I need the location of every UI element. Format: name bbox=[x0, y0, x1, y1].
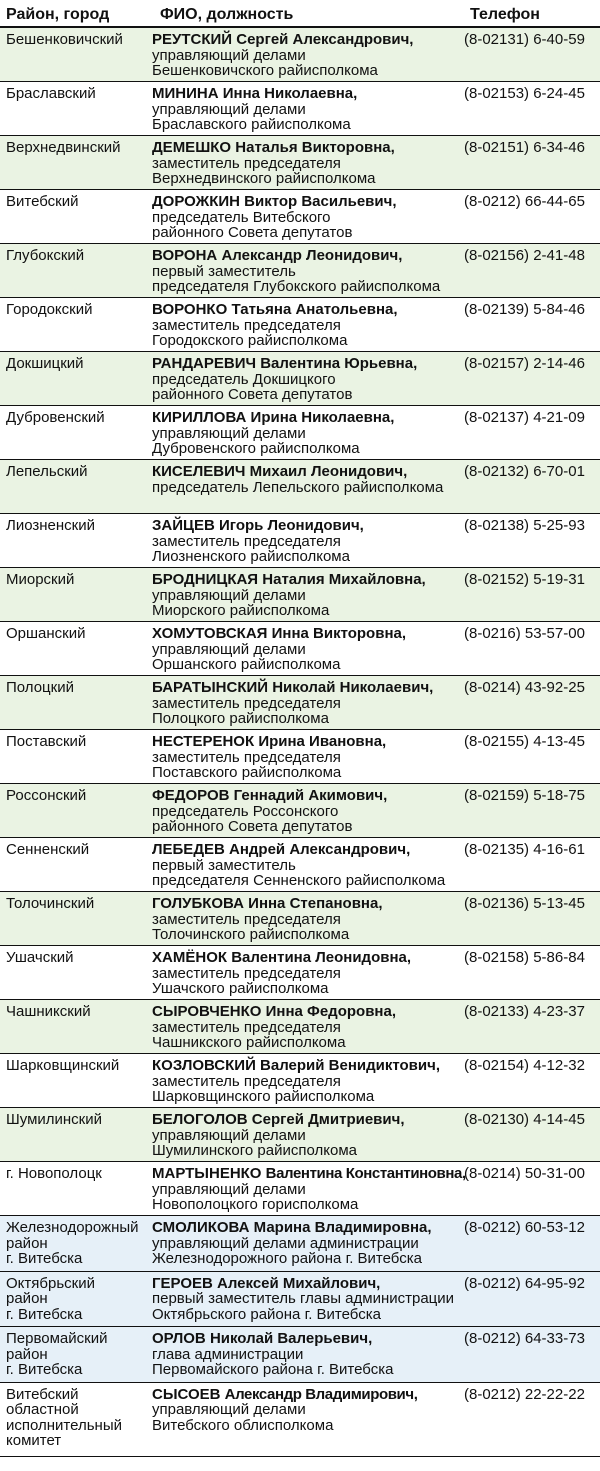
district-cell: Бешенковичский bbox=[6, 31, 123, 48]
phone-cell: (8-02152) 5-19-31 bbox=[464, 571, 585, 588]
person-given-name: Валерий Венидиктович, bbox=[260, 1057, 440, 1074]
header-name: ФИО, должность bbox=[160, 6, 294, 23]
district-cell: Первомайский район г. Витебска bbox=[6, 1330, 108, 1378]
phone-cell: (8-0212) 60-53-12 bbox=[464, 1219, 585, 1236]
person-given-name: Наталия Михайловна, bbox=[262, 571, 426, 588]
person-surname: СМОЛИКОВА bbox=[152, 1219, 250, 1236]
person-surname: РАНДАРЕВИЧ bbox=[152, 355, 257, 372]
name-cell bbox=[152, 680, 467, 727]
phone-cell: (8-02155) 4-13-45 bbox=[464, 733, 585, 750]
person-surname: МИНИНА bbox=[152, 85, 219, 102]
person-surname: ФЕДОРОВ bbox=[152, 787, 230, 804]
district-cell: Оршанский bbox=[6, 625, 86, 642]
district-cell: Россонский bbox=[6, 787, 87, 804]
district-cell: Лепельский bbox=[6, 463, 88, 480]
district-cell: Верхнедвинский bbox=[6, 139, 121, 156]
district-cell: Ушачский bbox=[6, 949, 74, 966]
table-row bbox=[0, 1054, 600, 1108]
phone-cell: (8-02135) 4-16-61 bbox=[464, 841, 585, 858]
person-position: глава администрации Первомайского района г. Витебска bbox=[152, 1345, 394, 1378]
phone-cell: (8-02138) 5-25-93 bbox=[464, 517, 585, 534]
name-cell bbox=[152, 734, 467, 781]
person-position: заместитель председателя Чашникского райисполкома bbox=[152, 1018, 346, 1051]
district-cell: Докшицкий bbox=[6, 355, 84, 372]
person-given-name: Николай Валерьевич, bbox=[209, 1330, 373, 1347]
header-phone: Телефон bbox=[470, 6, 540, 23]
table-row bbox=[0, 784, 600, 838]
name-cell bbox=[152, 1276, 467, 1323]
district-cell: Дубровенский bbox=[6, 409, 105, 426]
person-given-name: Валентина Константиновна, bbox=[265, 1165, 466, 1182]
person-given-name: Сергей Дмитриевич, bbox=[251, 1111, 405, 1128]
name-cell bbox=[152, 950, 467, 997]
table-row bbox=[0, 730, 600, 784]
district-cell: Чашникский bbox=[6, 1003, 91, 1020]
person-given-name: Марина Владимировна, bbox=[253, 1219, 432, 1236]
district-cell: Витебский bbox=[6, 193, 79, 210]
district-cell: Глубокский bbox=[6, 247, 85, 264]
district-cell: Лиозненский bbox=[6, 517, 96, 534]
table-row bbox=[0, 190, 600, 244]
phone-cell: (8-02156) 2-41-48 bbox=[464, 247, 585, 264]
person-given-name: Михаил Леонидович, bbox=[249, 463, 408, 480]
phone-cell: (8-02137) 4-21-09 bbox=[464, 409, 585, 426]
table-row bbox=[0, 676, 600, 730]
table-row bbox=[0, 568, 600, 622]
person-surname: ДЕМЕШКО bbox=[152, 139, 232, 156]
name-cell bbox=[152, 1387, 467, 1434]
person-given-name: Наталья Викторовна, bbox=[235, 139, 395, 156]
header-district: Район, город bbox=[6, 6, 110, 23]
name-cell bbox=[152, 788, 467, 835]
person-position: первый заместитель главы администрации Октябрьского района г. Витебска bbox=[152, 1290, 455, 1323]
person-given-name: Алексей Михайлович, bbox=[217, 1274, 381, 1292]
person-position: первый заместитель председателя Сенненского райисполкома bbox=[152, 856, 446, 889]
phone-cell: (8-02132) 6-70-01 bbox=[464, 463, 585, 480]
person-position: управляющий делами Бешенковичского райисполкома bbox=[152, 46, 378, 79]
phone-cell: (8-02151) 6-34-46 bbox=[464, 139, 585, 156]
district-cell: Шарковщинский bbox=[6, 1057, 120, 1074]
person-surname: СЫРОВЧЕНКО bbox=[152, 1003, 262, 1020]
person-position: заместитель председателя Верхнедвинского райисполкома bbox=[152, 154, 376, 187]
person-position: председатель Лепельского райисполкома bbox=[152, 478, 444, 496]
person-position: заместитель председателя Шарковщинского райисполкома bbox=[152, 1072, 375, 1105]
person-position: управляющий делами Витебского облисполкома bbox=[152, 1401, 334, 1434]
name-cell bbox=[152, 1166, 467, 1213]
phone-cell: (8-02153) 6-24-45 bbox=[464, 85, 585, 102]
district-cell: Браславский bbox=[6, 85, 96, 102]
name-cell bbox=[152, 1058, 467, 1105]
person-surname: КОЗЛОВСКИЙ bbox=[152, 1057, 256, 1074]
person-given-name: Инна Викторовна, bbox=[271, 625, 407, 642]
person-position: управляющий делами Миорского райисполкома bbox=[152, 586, 330, 619]
table-row bbox=[0, 892, 600, 946]
person-given-name: Александр Леонидович, bbox=[221, 247, 403, 264]
name-cell bbox=[152, 140, 467, 187]
person-surname: БАРАТЫНСКИЙ bbox=[152, 679, 269, 696]
person-surname: БРОДНИЦКАЯ bbox=[152, 571, 259, 588]
table-row bbox=[0, 1327, 600, 1383]
person-given-name: Валентина Юрьевна, bbox=[260, 355, 418, 372]
person-position: управляющий делами Шумилинского райисполкома bbox=[152, 1126, 357, 1159]
person-position: председатель Россонского районного Совета депутатов bbox=[152, 802, 353, 835]
person-position: заместитель председателя Толочинского райисполкома bbox=[152, 910, 350, 943]
person-position: заместитель председателя Полоцкого райисполкома bbox=[152, 694, 341, 727]
name-cell bbox=[152, 248, 467, 295]
name-cell bbox=[152, 842, 467, 889]
person-position: управляющий делами Новополоцкого горисполкома bbox=[152, 1180, 359, 1213]
table-row bbox=[0, 136, 600, 190]
district-cell: Миорский bbox=[6, 571, 75, 588]
person-position: управляющий делами Оршанского райисполкома bbox=[152, 640, 341, 673]
phone-cell: (8-02133) 4-23-37 bbox=[464, 1003, 585, 1020]
person-given-name: Николай Николаевич, bbox=[272, 679, 434, 696]
name-cell bbox=[152, 86, 467, 133]
person-position: управляющий делами администрации Железнодорожного района г. Витебска bbox=[152, 1234, 422, 1267]
district-cell: Городокский bbox=[6, 301, 93, 318]
person-surname: КИСЕЛЕВИЧ bbox=[152, 463, 246, 480]
person-position: первый заместитель председателя Глубокского райисполкома bbox=[152, 262, 441, 295]
phone-cell: (8-0212) 22-22-22 bbox=[464, 1385, 585, 1403]
person-surname: ГЕРОЕВ bbox=[152, 1274, 213, 1292]
person-surname: ГОЛУБКОВА bbox=[152, 895, 244, 912]
district-cell: Полоцкий bbox=[6, 679, 74, 696]
phone-cell: (8-0212) 64-33-73 bbox=[464, 1330, 585, 1347]
table-row bbox=[0, 406, 600, 460]
person-surname: РЕУТСКИЙ bbox=[152, 31, 233, 48]
person-surname: ДОРОЖКИН bbox=[152, 193, 240, 210]
name-cell bbox=[152, 1004, 467, 1051]
person-position: управляющий делами Браславского райисполкома bbox=[152, 100, 351, 133]
name-cell bbox=[152, 32, 467, 79]
table-row bbox=[0, 352, 600, 406]
phone-cell: (8-02158) 5-86-84 bbox=[464, 949, 585, 966]
name-cell bbox=[152, 302, 467, 349]
district-cell: Поставский bbox=[6, 733, 87, 750]
table-header bbox=[0, 0, 600, 28]
phone-cell: (8-0216) 53-57-00 bbox=[464, 625, 585, 642]
person-surname: КИРИЛЛОВА bbox=[152, 409, 247, 426]
table-row bbox=[0, 1383, 600, 1457]
person-surname: ВОРОНКО bbox=[152, 301, 228, 318]
district-cell: Октябрьский район г. Витебска bbox=[6, 1274, 95, 1323]
phone-cell: (8-0214) 50-31-00 bbox=[464, 1165, 585, 1182]
table-row bbox=[0, 1162, 600, 1216]
person-given-name: Ирина Николаевна, bbox=[250, 409, 395, 426]
name-cell bbox=[152, 356, 467, 403]
name-cell bbox=[152, 410, 467, 457]
table-row bbox=[0, 28, 600, 82]
person-position: председатель Витебского районного Совета депутатов bbox=[152, 208, 353, 241]
person-given-name: Инна Николаевна, bbox=[222, 85, 358, 102]
name-cell bbox=[152, 572, 467, 619]
table-row bbox=[0, 460, 600, 514]
phone-cell: (8-02130) 4-14-45 bbox=[464, 1111, 585, 1128]
table-row bbox=[0, 946, 600, 1000]
phone-cell: (8-0212) 64-95-92 bbox=[464, 1274, 585, 1292]
name-cell bbox=[152, 626, 467, 673]
table-row bbox=[0, 622, 600, 676]
person-given-name: Татьяна Анатольевна, bbox=[231, 301, 398, 318]
name-cell bbox=[152, 1112, 467, 1159]
person-given-name: Сергей Александрович, bbox=[236, 31, 414, 48]
person-surname: ХАМЁНОК bbox=[152, 949, 228, 966]
table-row bbox=[0, 1108, 600, 1162]
person-position: заместитель председателя Ушачского райисполкома bbox=[152, 964, 341, 997]
person-surname: НЕСТЕРЕНОК bbox=[152, 733, 255, 750]
district-cell: Толочинский bbox=[6, 895, 95, 912]
phone-cell: (8-0212) 66-44-65 bbox=[464, 193, 585, 210]
table-row bbox=[0, 1272, 600, 1328]
table-row bbox=[0, 514, 600, 568]
person-given-name: Андрей Александрович, bbox=[229, 841, 411, 858]
person-given-name: Виктор Васильевич, bbox=[244, 193, 397, 210]
person-position: заместитель председателя Городокского райисполкома bbox=[152, 316, 348, 349]
table-row bbox=[0, 1216, 600, 1272]
person-surname: ЗАЙЦЕВ bbox=[152, 517, 215, 534]
name-cell bbox=[152, 1220, 467, 1267]
person-position: заместитель председателя Поставского райисполкома bbox=[152, 748, 342, 781]
person-given-name: Александр Владимирович, bbox=[224, 1385, 418, 1403]
name-cell bbox=[152, 896, 467, 943]
table-row bbox=[0, 1000, 600, 1054]
person-given-name: Ирина Ивановна, bbox=[258, 733, 387, 750]
person-surname: МАРТЫНЕНКО bbox=[152, 1165, 262, 1182]
table-body bbox=[0, 28, 600, 1457]
phone-cell: (8-02139) 5-84-46 bbox=[464, 301, 585, 318]
person-given-name: Инна Федоровна, bbox=[265, 1003, 396, 1020]
person-given-name: Геннадий Акимович, bbox=[233, 787, 388, 804]
person-position: заместитель председателя Лиозненского райисполкома bbox=[152, 532, 350, 565]
person-surname: ХОМУТОВСКАЯ bbox=[152, 625, 268, 642]
person-surname: СЫСОЕВ bbox=[152, 1385, 221, 1403]
person-surname: ВОРОНА bbox=[152, 247, 218, 264]
table-row bbox=[0, 82, 600, 136]
district-cell: Железнодорожный район г. Витебска bbox=[6, 1219, 139, 1267]
table-row bbox=[0, 298, 600, 352]
person-surname: ЛЕБЕДЕВ bbox=[152, 841, 225, 858]
table-row bbox=[0, 244, 600, 298]
name-cell bbox=[152, 1331, 467, 1378]
district-cell: Шумилинский bbox=[6, 1111, 103, 1128]
person-given-name: Валентина Леонидовна, bbox=[231, 949, 412, 966]
person-surname: ОРЛОВ bbox=[152, 1330, 206, 1347]
table-row bbox=[0, 838, 600, 892]
person-given-name: Игорь Леонидович, bbox=[218, 517, 364, 534]
district-cell: г. Новополоцк bbox=[6, 1165, 102, 1182]
name-cell bbox=[152, 464, 467, 495]
person-position: управляющий делами Дубровенского райисполкома bbox=[152, 424, 360, 457]
name-cell bbox=[152, 518, 467, 565]
phone-cell: (8-0214) 43-92-25 bbox=[464, 679, 585, 696]
phone-cell: (8-02159) 5-18-75 bbox=[464, 787, 585, 804]
person-given-name: Инна Степановна, bbox=[248, 895, 383, 912]
district-cell: Витебский областной исполнительный комитет bbox=[6, 1385, 122, 1449]
name-cell bbox=[152, 194, 467, 241]
phone-cell: (8-02131) 6-40-59 bbox=[464, 31, 585, 48]
district-cell: Сенненский bbox=[6, 841, 90, 858]
phone-cell: (8-02157) 2-14-46 bbox=[464, 355, 585, 372]
person-surname: БЕЛОГОЛОВ bbox=[152, 1111, 248, 1128]
phone-cell: (8-02136) 5-13-45 bbox=[464, 895, 585, 912]
person-position: председатель Докшицкого районного Совета депутатов bbox=[152, 370, 353, 403]
phone-cell: (8-02154) 4-12-32 bbox=[464, 1057, 585, 1074]
